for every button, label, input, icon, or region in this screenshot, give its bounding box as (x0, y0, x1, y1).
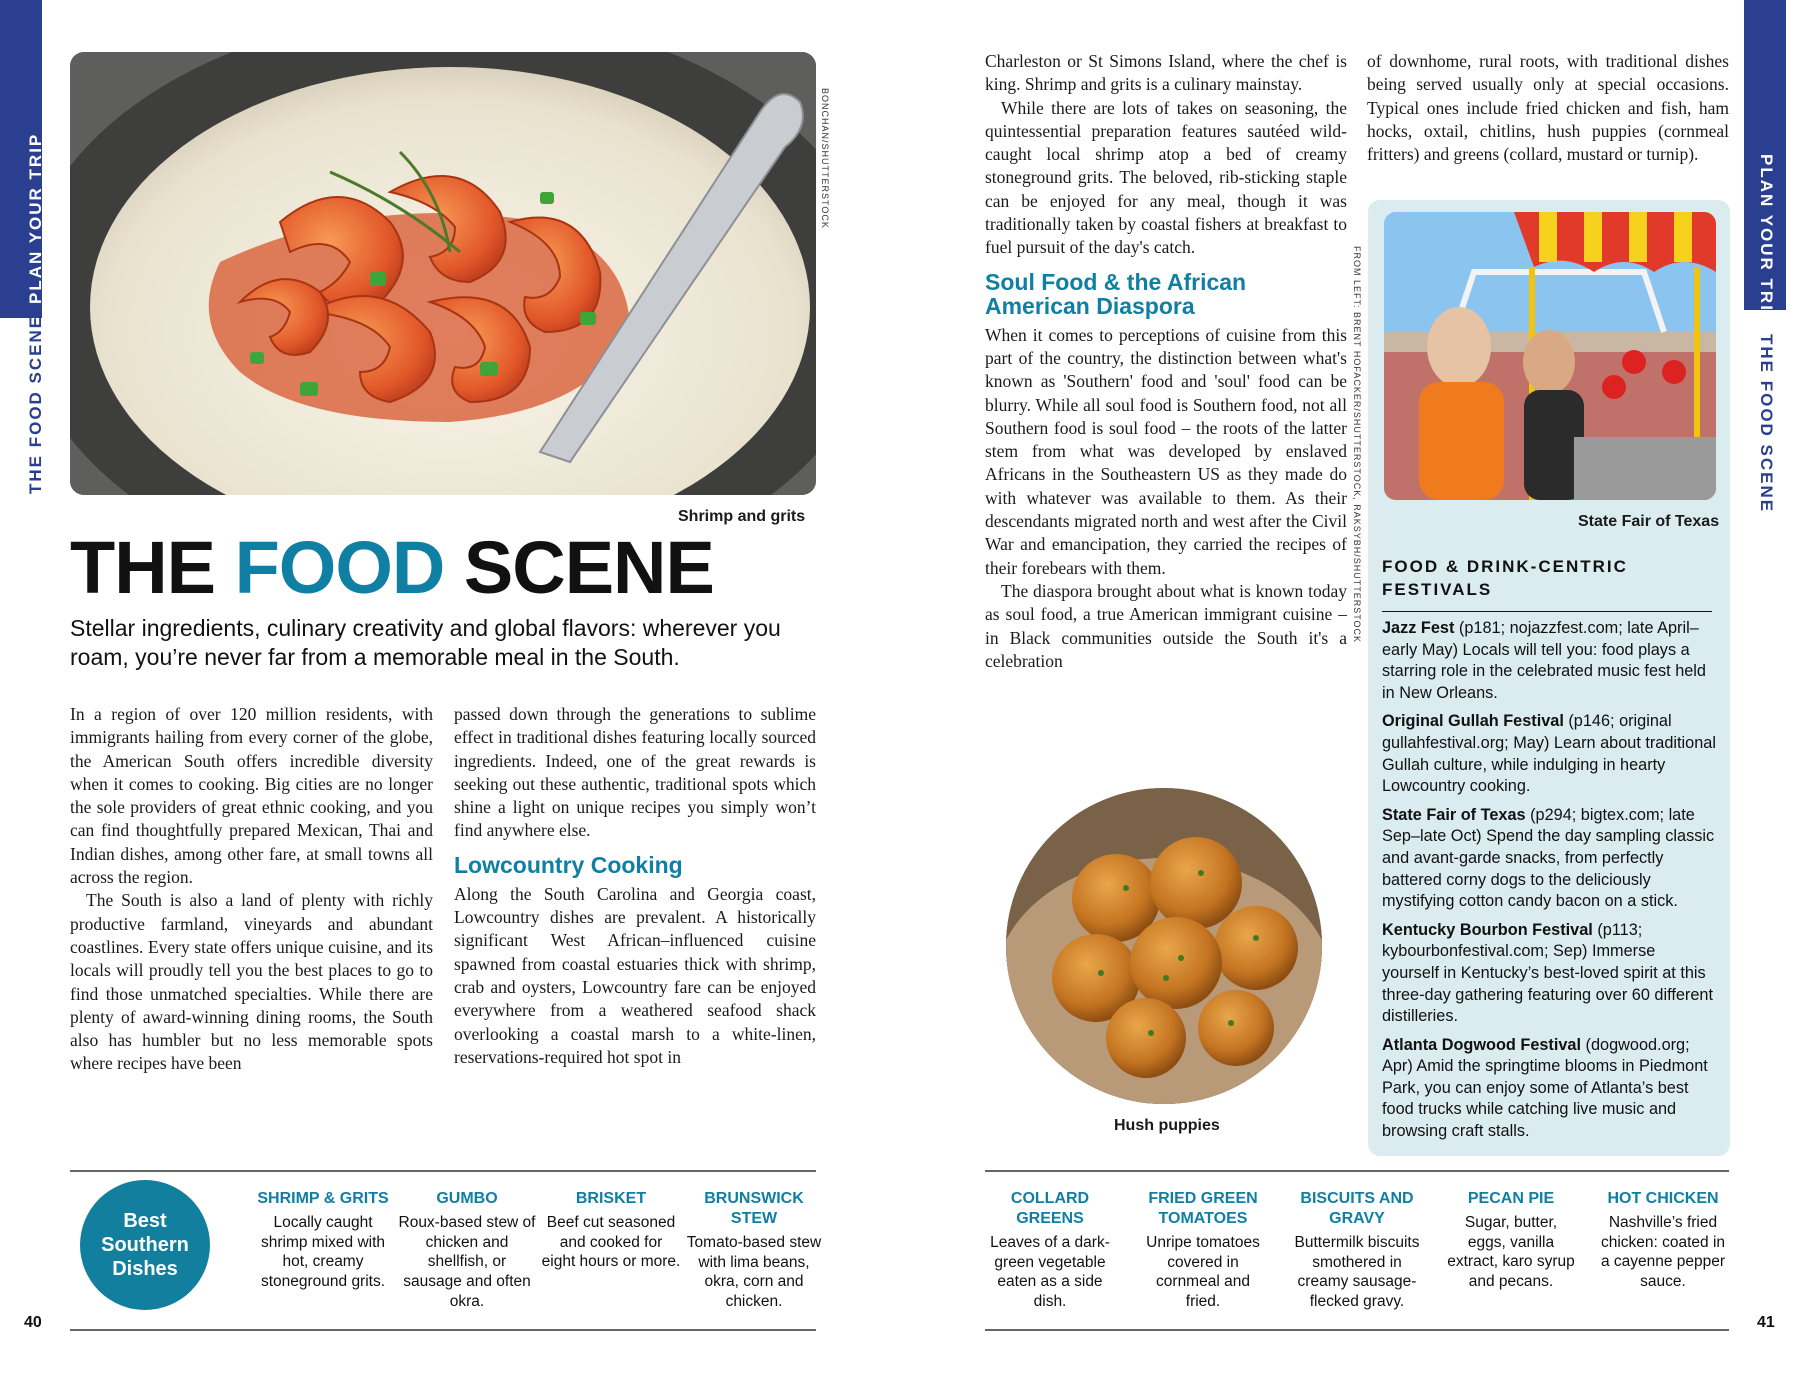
dish-name: FRIED GREEN TOMATOES (1148, 1190, 1258, 1227)
dish-item (684, 1189, 824, 1312)
body-column-2 (454, 703, 816, 1069)
festival-item (1382, 920, 1716, 1028)
page-number-right: 41 (1757, 1314, 1775, 1331)
page-title (70, 526, 714, 610)
dish-description: Beef cut seasoned and cooked for eight hours or more. (541, 1214, 681, 1271)
title-word-3: SCENE (463, 526, 714, 609)
festival-item (1382, 618, 1716, 704)
col4-paragraph-1: of downhome, rural roots, with traditional dishes being served usually only at special occasions. Typical ones include fried chicken and fish, ham hocks, oxtail, chitlins, hush puppies (cornmeal fritters) and greens (collard, mustard or turnip). (1367, 51, 1729, 165)
festival-item (1382, 1035, 1716, 1143)
dish-name: BISCUITS AND GRAVY (1300, 1190, 1414, 1227)
dish-name: PECAN PIE (1467, 1190, 1555, 1207)
festival-name: State Fair of Texas (1382, 805, 1526, 824)
left-dishes-bottom-rule (70, 1329, 816, 1331)
left-section-tab-label: PLAN YOUR TRIP (26, 132, 45, 304)
festival-item (1382, 805, 1716, 913)
col1-paragraph-2: The South is also a land of plenty with richly productive farmland, vineyards and abundant coastlines. Every state offers unique cuisine, and its locals will proudly tell you the best places to go to find those unmatched specialties. While there are plenty of award-winning dining rooms, the South also has humbler but no less memorable spots where recipes have been (70, 890, 433, 1074)
col1-paragraph-1: In a region of over 120 million residents, with immigrants hailing from every corner of the globe, the American South offers incredible diversity when it comes to cooking. Big cities are no longer the sole providers of great ethnic cooking, and you can find thoughtfully prepared Mexican, Thai and Indian dishes, among other fare, at small towns all across the region. (70, 704, 433, 888)
dish-description: Unripe tomatoes covered in cornmeal and fried. (1146, 1234, 1260, 1311)
badge-label: Best Southern Dishes (101, 1210, 189, 1280)
lowcountry-heading: Lowcountry Cooking (454, 851, 683, 878)
festival-item (1382, 711, 1716, 797)
right-chapter-label: THE FOOD SCENE (1757, 334, 1776, 514)
left-dishes-top-rule (70, 1170, 816, 1172)
dish-description: Locally caught shrimp mixed with hot, creamy stoneground grits. (260, 1214, 386, 1291)
festival-name: Kentucky Bourbon Festival (1382, 920, 1593, 939)
dish-name: SHRIMP & GRITS (257, 1190, 389, 1207)
col3-paragraph-3: When it comes to perceptions of cuisine from this part of the country, the distinction between what's known as 'Southern' food and 'soul' food can be blurry. While all soul food is Southern food, not all Southern food is soul food – the roots of the latter stem from what was developed by enslaved Africans in the Southeastern US as they made do with whatever was available to them. As their descendants migrated north and west after the Civil War and emancipation, they carried the recipes of their forebears with them. (985, 324, 1347, 578)
dish-name: GUMBO (436, 1190, 498, 1207)
page-number-left: 40 (24, 1314, 42, 1331)
dish-name: BRISKET (575, 1190, 647, 1207)
right-dishes-bottom-rule (985, 1329, 1729, 1331)
dish-item (253, 1189, 393, 1292)
title-word-2: FOOD (234, 526, 445, 609)
shrimp-photo-caption: Shrimp and grits (678, 508, 806, 525)
title-word-1: THE (70, 526, 215, 609)
shrimp-photo-credit: BONCHAN/SHUTTERSTOCK (820, 88, 830, 229)
dish-name: COLLARD GREENS (1010, 1190, 1090, 1227)
best-southern-dishes-badge (80, 1180, 210, 1310)
dish-description: Roux-based stew of chicken and shellfish, or sausage and often okra. (398, 1214, 536, 1310)
festival-details: (p294; bigtex.com; late Sep–late Oct) Spend the day sampling classic and avant-garde snacks, from perfectly battered corny dogs to the deliciously mystifying cotton candy bacon on a stick. (1382, 805, 1715, 911)
soul-food-heading: Soul Food & the African American Diaspora (985, 268, 1247, 319)
body-column-3 (985, 50, 1347, 673)
body-column-1 (70, 703, 433, 1076)
state-fair-photo (1384, 212, 1716, 500)
hush-puppies-caption: Hush puppies (1114, 1117, 1220, 1134)
state-fair-caption: State Fair of Texas (1578, 513, 1720, 530)
dish-name: BRUNSWICK STEW (704, 1190, 804, 1227)
festivals-list (1382, 618, 1716, 1150)
right-photo-credit: FROM LEFT: BRENT HOFACKER/SHUTTERSTOCK, RAKSYBH/SHUTTERSTOCK (1352, 246, 1362, 644)
col3-paragraph-4: The diaspora brought about what is known today as soul food, a true American immigrant cuisine – in Black communities outside the South it's a celebration (985, 580, 1347, 671)
dish-description: Nashville’s fried chicken: coated in a cayenne pepper sauce. (1600, 1214, 1726, 1291)
dish-item (1138, 1189, 1268, 1312)
festivals-heading: FOOD & DRINK-CENTRIC FESTIVALS (1382, 555, 1712, 612)
shrimp-and-grits-photo (70, 52, 816, 495)
dish-item (1287, 1189, 1427, 1312)
dish-name: HOT CHICKEN (1607, 1190, 1719, 1207)
dish-description: Buttermilk biscuits smothered in creamy sausage-flecked gravy. (1294, 1234, 1420, 1311)
dish-item (1446, 1189, 1576, 1292)
dish-item (541, 1189, 681, 1272)
dish-item (397, 1189, 537, 1312)
dish-item (1595, 1189, 1731, 1292)
festival-name: Atlanta Dogwood Festival (1382, 1035, 1582, 1054)
festival-name: Original Gullah Festival (1382, 712, 1564, 731)
left-chapter-label: THE FOOD SCENE (26, 314, 45, 494)
right-section-tab-label: PLAN YOUR TRIP (1757, 154, 1776, 326)
right-dishes-top-rule (985, 1170, 1729, 1172)
body-column-4 (1367, 50, 1729, 166)
col2-paragraph-2: Along the South Carolina and Georgia coast, Lowcountry dishes are prevalent. A historically significant West African–influenced cuisine spawned from coastal estuaries thick with shrimp, crab and oysters, Lowcountry fare can be enjoyed everywhere from a weathered seafood shack overlooking a coastal marsh to a white-linen, reservations-required hot spot in (454, 883, 816, 1067)
festival-details: (p181; nojazzfest.com; late April–early May) Locals will tell you: food plays a starring role in the celebrated music fest held in New Orleans. (1382, 619, 1706, 702)
festival-name: Jazz Fest (1382, 619, 1455, 637)
col3-paragraph-1: Charleston or St Simons Island, where the chef is king. Shrimp and grits is a culinary mainstay. (985, 51, 1347, 95)
dish-description: Leaves of a dark-green vegetable eaten as a side dish. (990, 1234, 1110, 1311)
col2-paragraph-1: passed down through the generations to sublime effect in traditional dishes featuring locally sourced ingredients. Indeed, one of the great rewards is seeking out these authentic, traditional spots which shine a light on unique recipes you simply won’t find anywhere else. (454, 704, 816, 841)
dish-description: Tomato-based stew with lima beans, okra, corn and chicken. (686, 1234, 822, 1311)
dish-item (985, 1189, 1115, 1312)
hush-puppies-photo (1006, 788, 1322, 1104)
dish-description: Sugar, butter, eggs, vanilla extract, karo syrup and pecans. (1447, 1214, 1575, 1291)
festival-details: (p146; original gullahfestival.org; May) Learn about traditional Gullah culture, while indulging in hearty Lowcountry cooking. (1382, 712, 1716, 796)
col3-paragraph-2: While there are lots of takes on seasoning, the quintessential preparation features sautéed wild-caught local shrimp atop a bed of creamy stoneground grits. The beloved, rib-sticking staple can be enjoyed for any meal, though it was traditionally taken by coastal fishers at breakfast to fuel pursuit of the day's catch. (985, 97, 1347, 258)
intro-text: Stellar ingredients, culinary creativity and global flavors: wherever you roam, you’re never far from a memorable meal in the South. (70, 615, 781, 670)
festival-details: (dogwood.org; Apr) Amid the springtime blooms in Piedmont Park, you can enjoy some of Atlanta’s best food trucks while catching live music and browsing craft stalls. (1382, 1035, 1708, 1141)
festival-details: (p113; kybourbonfestival.com; Sep) Immerse yourself in Kentucky’s best-loved spirit at this three-day gathering featuring over 60 different distilleries. (1382, 920, 1713, 1026)
